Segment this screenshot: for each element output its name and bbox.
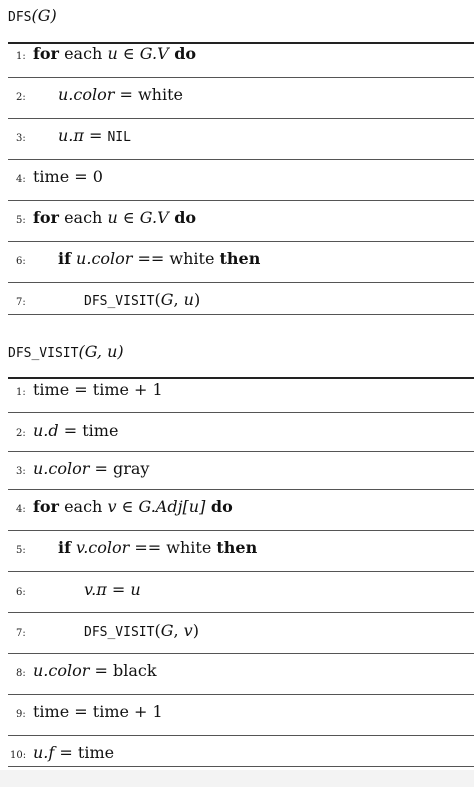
line-number: 3: — [16, 466, 26, 477]
code-line: time = time + 1 — [33, 702, 163, 721]
line-number: 1: — [16, 51, 26, 62]
line-number: 2: — [16, 428, 26, 439]
code-line: u.color = black — [33, 661, 157, 680]
line-number: 10: — [10, 750, 27, 761]
line-number: 9: — [16, 709, 26, 720]
code-line: DFS_VISIT(G, v) — [84, 621, 199, 640]
code-line: u.color = gray — [33, 459, 150, 478]
line-number: 7: — [16, 297, 26, 308]
rule — [8, 653, 474, 654]
code-line: DFS_VISIT(G, u) — [84, 290, 201, 309]
rule — [8, 282, 474, 283]
rule — [8, 159, 474, 160]
code-line: u.f = time — [33, 743, 115, 762]
code-line: u.d = time — [33, 421, 119, 440]
line-number: 6: — [16, 256, 26, 267]
line-number: 1: — [16, 387, 26, 398]
procedure-title-dfs-visit — [8, 342, 124, 361]
code-line: for each u ∈ G.V do — [33, 208, 197, 227]
procedure-name: DFS — [8, 10, 32, 25]
code-line: for each v ∈ G.Adj[u] do — [33, 497, 233, 516]
line-number: 4: — [16, 504, 26, 515]
line-number: 5: — [16, 545, 26, 556]
rule — [8, 735, 474, 736]
procedure-args: (G, u) — [78, 342, 124, 361]
code-line: u.π = NIL — [58, 126, 131, 145]
rule — [8, 612, 474, 613]
line-number: 6: — [16, 587, 26, 598]
code-line: u.color = white — [58, 85, 183, 104]
rule — [8, 694, 474, 695]
rule — [8, 77, 474, 78]
rule — [8, 571, 474, 572]
code-line: v.π = u — [84, 580, 141, 599]
rule — [8, 451, 474, 452]
procedure-name: DFS_VISIT — [8, 346, 79, 361]
procedure-args: (G) — [31, 6, 57, 25]
line-number: 8: — [16, 668, 26, 679]
line-number: 4: — [16, 174, 26, 185]
line-number: 2: — [16, 92, 26, 103]
code-line: if v.color == white then — [58, 538, 258, 557]
rule — [8, 412, 474, 413]
rule — [8, 118, 474, 119]
code-line: time = time + 1 — [33, 380, 163, 399]
rule — [8, 489, 474, 490]
line-number: 3: — [16, 133, 26, 144]
code-line: if u.color == white then — [58, 249, 261, 268]
code-line: for each u ∈ G.V do — [33, 44, 197, 63]
rule-top — [8, 377, 474, 379]
line-number: 7: — [16, 628, 26, 639]
line-number: 5: — [16, 215, 26, 226]
rule — [8, 241, 474, 242]
rule — [8, 200, 474, 201]
code-line: time = 0 — [33, 167, 103, 186]
rule — [8, 530, 474, 531]
rule — [8, 314, 474, 315]
procedure-title-dfs — [8, 6, 57, 25]
rule-bottom — [8, 766, 474, 767]
page-footer-strip — [0, 770, 474, 787]
